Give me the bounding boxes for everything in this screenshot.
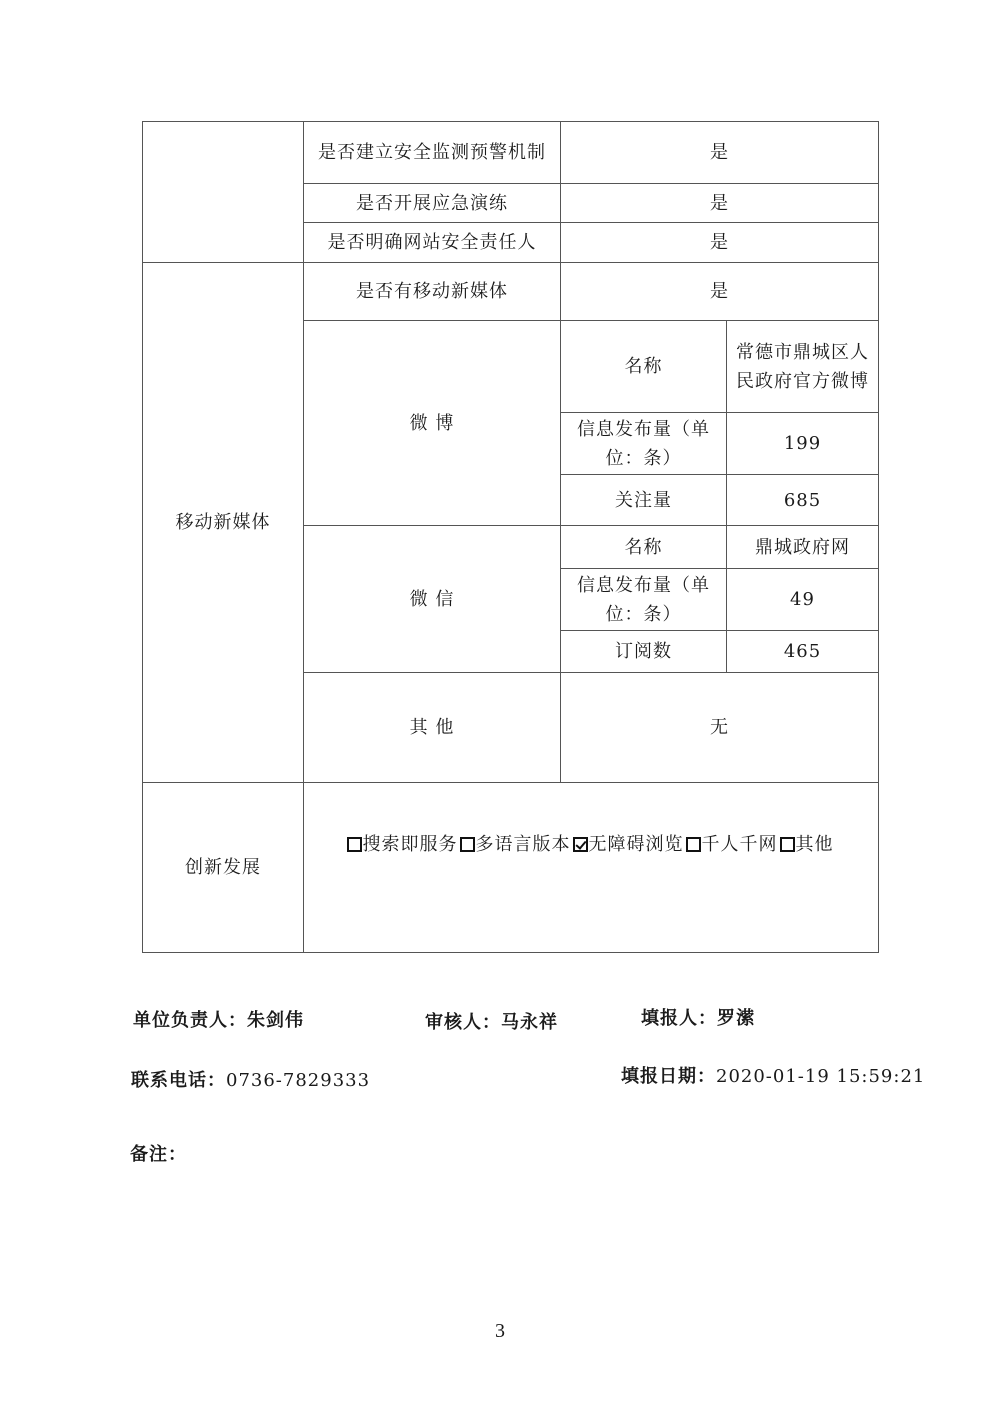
monitoring-label: 是否建立安全监测预警机制	[304, 122, 561, 184]
mobile-section-label: 移动新媒体	[143, 263, 304, 783]
innovation-options	[304, 783, 879, 953]
remark-label: 备注：	[130, 1144, 187, 1165]
drill-value: 是	[561, 184, 879, 223]
contact-phone: 联系电话：0736-7829333	[131, 1070, 371, 1091]
wechat-label: 微 信	[304, 526, 561, 673]
drill-label: 是否开展应急演练	[304, 184, 561, 223]
weibo-posts-value: 199	[727, 413, 879, 475]
weibo-posts-label: 信息发布量（单位：条）	[561, 413, 727, 475]
unit-head: 单位负责人：朱剑伟	[133, 1010, 304, 1031]
checkbox-other[interactable]	[780, 837, 795, 852]
checkbox-accessibility-checked[interactable]	[573, 837, 588, 852]
option-personalized[interactable]: 千人千网	[686, 834, 780, 855]
checkbox-search-service[interactable]	[347, 837, 362, 852]
has-media-label: 是否有移动新媒体	[304, 263, 561, 321]
responsible-label: 是否明确网站安全责任人	[304, 223, 561, 263]
wechat-posts-label: 信息发布量（单位：条）	[561, 569, 727, 631]
weibo-label: 微 博	[304, 321, 561, 526]
option-multilingual[interactable]: 多语言版本	[460, 834, 573, 855]
reviewer: 审核人：马永祥	[425, 1012, 558, 1033]
has-media-value: 是	[561, 263, 879, 321]
wechat-name-label: 名称	[561, 526, 727, 569]
fill-date: 填报日期：2020-01-19 15:59:21	[621, 1066, 926, 1087]
weibo-name-value: 常德市鼎城区人民政府官方微博	[727, 321, 879, 413]
report-table	[142, 121, 879, 953]
weibo-followers-value: 685	[727, 475, 879, 526]
innovation-label: 创新发展	[143, 783, 304, 953]
option-accessibility[interactable]: 无障碍浏览	[573, 834, 686, 855]
monitoring-value: 是	[561, 122, 879, 184]
other-label: 其 他	[304, 673, 561, 783]
wechat-subscribers-label: 订阅数	[561, 631, 727, 673]
wechat-name-value: 鼎城政府网	[727, 526, 879, 569]
option-search-service[interactable]: 搜索即服务	[347, 834, 460, 855]
security-section-cell	[143, 122, 304, 263]
checkbox-multilingual[interactable]	[460, 837, 475, 852]
wechat-posts-value: 49	[727, 569, 879, 631]
other-value: 无	[561, 673, 879, 783]
weibo-followers-label: 关注量	[561, 475, 727, 526]
responsible-value: 是	[561, 223, 879, 263]
filler: 填报人：罗潆	[641, 1008, 755, 1029]
weibo-name-label: 名称	[561, 321, 727, 413]
wechat-subscribers-value: 465	[727, 631, 879, 673]
page-number: 3	[495, 1320, 505, 1342]
option-other[interactable]: 其他	[780, 834, 836, 855]
checkbox-personalized[interactable]	[686, 837, 701, 852]
